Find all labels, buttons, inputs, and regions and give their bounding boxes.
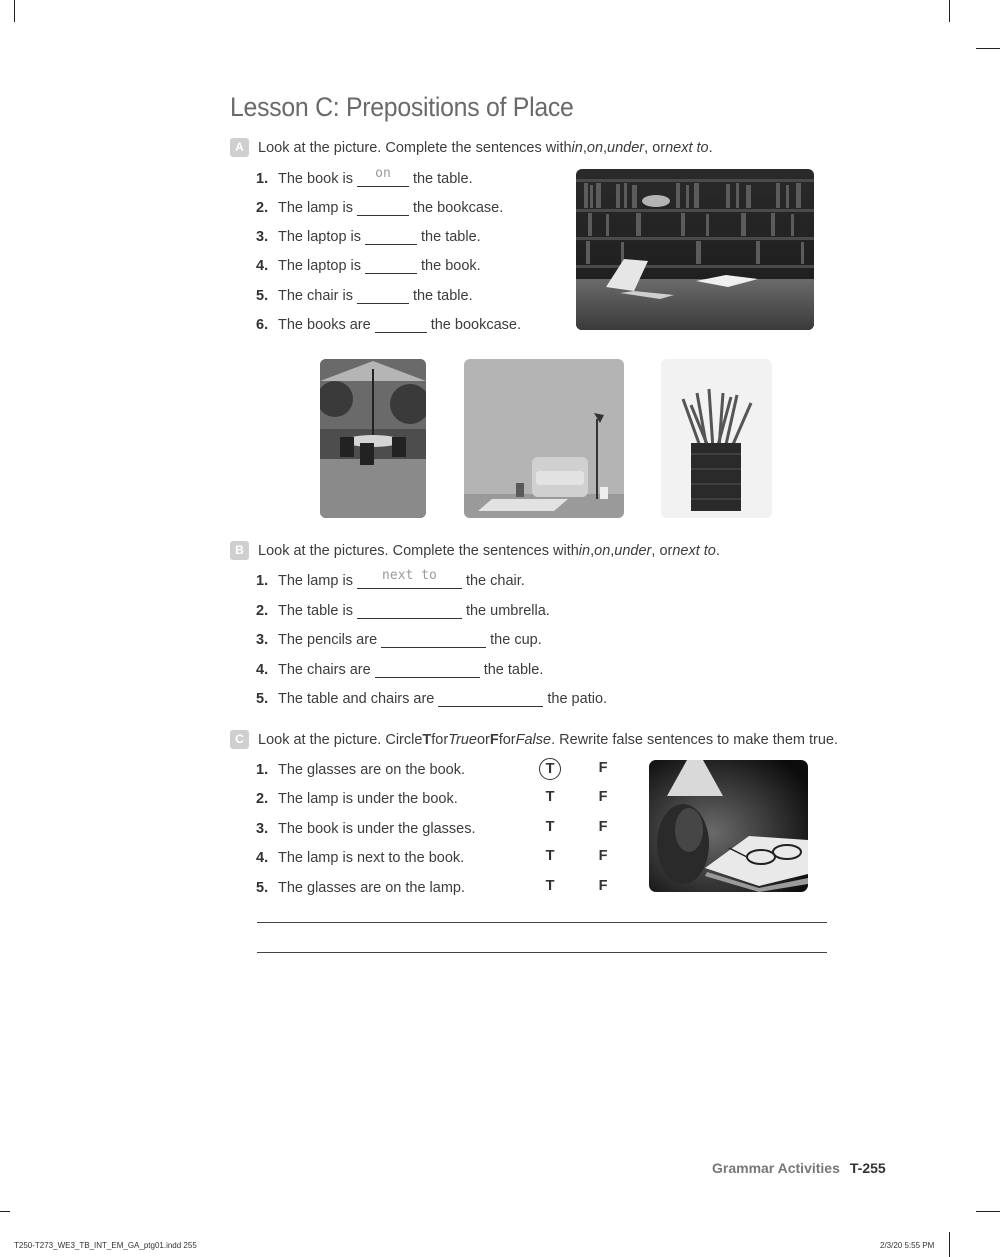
section-a-item: [256, 284, 473, 304]
patio-umbrella-photo: [320, 359, 426, 518]
item-number: 1.: [256, 573, 269, 589]
item-number: 3.: [256, 821, 269, 837]
answer-blank[interactable]: [357, 168, 409, 187]
section-b-item: [256, 658, 543, 678]
item-number: 4.: [256, 850, 269, 866]
section-b-item: [256, 569, 525, 589]
item-number: 5.: [256, 691, 269, 707]
instr-option: next to: [665, 139, 709, 156]
true-option[interactable]: T: [545, 848, 555, 864]
true-option-circled[interactable]: T: [539, 758, 561, 780]
true-option[interactable]: T: [545, 819, 555, 835]
item-text: the bookcase.: [412, 200, 504, 216]
instr-option: in: [571, 139, 583, 156]
instr-option: next to: [672, 542, 716, 559]
instr-end: .: [715, 542, 720, 559]
item-text: the chair.: [465, 573, 525, 589]
item-text: The chairs are: [278, 662, 371, 678]
section-b-badge: B: [230, 541, 249, 560]
section-a-item: [256, 254, 481, 274]
item-number: 5.: [256, 288, 269, 304]
section-a-instructions: [230, 138, 713, 157]
crop-mark: [976, 48, 1000, 49]
page-title: Lesson C: Prepositions of Place: [230, 92, 574, 122]
item-text: The glasses are on the book.: [278, 762, 466, 778]
item-text: The book is under the glasses.: [278, 821, 476, 837]
instr-option: under: [607, 139, 645, 156]
section-b-item: [256, 599, 550, 619]
answer-blank[interactable]: [381, 629, 486, 648]
false-option[interactable]: F: [598, 760, 608, 776]
answer-blank[interactable]: [357, 600, 462, 619]
answer-blank[interactable]: [357, 197, 409, 216]
false-option[interactable]: F: [598, 819, 608, 835]
section-c-item: [256, 758, 465, 778]
item-number: 1.: [256, 171, 269, 187]
item-text: the umbrella.: [465, 603, 550, 619]
lamp-glasses-photo: [649, 760, 808, 892]
item-text: the bookcase.: [430, 317, 521, 333]
item-text: The lamp is under the book.: [278, 791, 458, 807]
item-text: the cup.: [490, 632, 542, 648]
instr-sep: , or: [651, 542, 673, 559]
section-a-item: [256, 196, 503, 216]
instr-true-word: True: [448, 731, 477, 748]
true-option[interactable]: T: [545, 789, 555, 805]
footer-section-name: Grammar Activities: [712, 1160, 840, 1176]
answer-text: on: [375, 166, 391, 181]
item-text: The books are: [278, 317, 371, 333]
section-b-instructions: [230, 541, 720, 560]
section-c-item: [256, 846, 464, 866]
item-text: the table.: [412, 171, 473, 187]
item-text: The book is: [278, 171, 353, 187]
item-number: 2.: [256, 791, 269, 807]
section-b-item: [256, 628, 542, 648]
instr-sep: ,: [582, 139, 587, 156]
true-option[interactable]: T: [545, 878, 555, 894]
item-number: 5.: [256, 880, 269, 896]
section-b-item: [256, 687, 607, 707]
answer-blank[interactable]: [365, 255, 417, 274]
instr-sep: , or: [644, 139, 666, 156]
instr-option: on: [586, 139, 604, 156]
item-text: The chair is: [278, 288, 353, 304]
instr-text: for: [498, 731, 516, 748]
item-text: The lamp is: [278, 200, 353, 216]
instr-option: in: [578, 542, 591, 559]
answer-blank[interactable]: [357, 285, 409, 304]
item-text: The laptop is: [278, 229, 362, 245]
instr-text: or: [476, 731, 490, 748]
instr-true-letter: T: [422, 731, 432, 748]
item-text: The lamp is next to the book.: [278, 850, 465, 866]
section-a-item: [256, 313, 521, 333]
item-number: 1.: [256, 762, 269, 778]
crop-mark: [0, 1211, 10, 1212]
item-text: The table is: [278, 603, 353, 619]
instr-sep: ,: [610, 542, 615, 559]
instr-sep: ,: [590, 542, 595, 559]
answer-blank[interactable]: [375, 314, 427, 333]
item-text: the table.: [483, 662, 544, 678]
crop-mark: [949, 1232, 950, 1257]
library-photo: [576, 169, 814, 330]
section-a-item: [256, 167, 473, 187]
item-text: The lamp is: [278, 573, 353, 589]
instr-text: Look at the pictures. Complete the sentences with: [258, 542, 579, 559]
page-number: T-255: [849, 1160, 886, 1176]
section-c-item: [256, 817, 475, 837]
instr-option: under: [614, 542, 652, 559]
false-option[interactable]: F: [598, 848, 608, 864]
instr-text: for: [431, 731, 449, 748]
instr-option: on: [594, 542, 611, 559]
item-number: 3.: [256, 229, 269, 245]
instr-sep: ,: [603, 139, 608, 156]
instr-end: .: [708, 139, 713, 156]
writing-line[interactable]: [257, 922, 827, 923]
print-slug-date: 2/3/20 5:55 PM: [880, 1241, 935, 1250]
pencil-cup-photo: [661, 359, 772, 518]
answer-blank[interactable]: [365, 226, 417, 245]
false-option[interactable]: F: [598, 878, 608, 894]
answer-blank[interactable]: [375, 659, 480, 678]
item-number: 2.: [256, 603, 269, 619]
instr-text: Look at the picture. Circle: [258, 731, 423, 748]
section-a-item: [256, 225, 481, 245]
instr-false-word: False: [515, 731, 552, 748]
crop-mark: [976, 1211, 1000, 1212]
crop-mark: [949, 0, 950, 22]
item-number: 2.: [256, 200, 269, 216]
answer-text: next to: [382, 568, 437, 583]
item-text: the table.: [412, 288, 473, 304]
item-text: The laptop is: [278, 258, 362, 274]
answer-blank[interactable]: [357, 570, 462, 589]
answer-blank[interactable]: [438, 688, 543, 707]
instr-text: Look at the picture. Complete the sentences with: [258, 139, 572, 156]
item-number: 3.: [256, 632, 269, 648]
armchair-lamp-photo: [464, 359, 624, 518]
item-text: the table.: [421, 229, 481, 245]
section-c-badge: C: [230, 730, 249, 749]
item-text: The glasses are on the lamp.: [278, 880, 465, 896]
page-footer: [712, 1160, 886, 1176]
item-text: The table and chairs are: [278, 691, 435, 707]
section-c-item: [256, 787, 458, 807]
item-number: 4.: [256, 662, 269, 678]
instr-text: . Rewrite false sentences to make them true.: [551, 731, 839, 748]
section-a-badge: A: [230, 138, 249, 157]
print-slug-file: T250-T273_WE3_TB_INT_EM_GA_ptg01.indd 255: [14, 1241, 197, 1250]
item-number: 6.: [256, 317, 269, 333]
item-text: the book.: [421, 258, 481, 274]
crop-mark: [14, 0, 15, 22]
item-text: The pencils are: [278, 632, 378, 648]
false-option[interactable]: F: [598, 789, 608, 805]
item-number: 4.: [256, 258, 269, 274]
section-c-instructions: [230, 730, 838, 749]
section-c-item: [256, 876, 465, 896]
instr-false-letter: F: [489, 731, 499, 748]
item-text: the patio.: [547, 691, 608, 707]
writing-line[interactable]: [257, 952, 827, 953]
